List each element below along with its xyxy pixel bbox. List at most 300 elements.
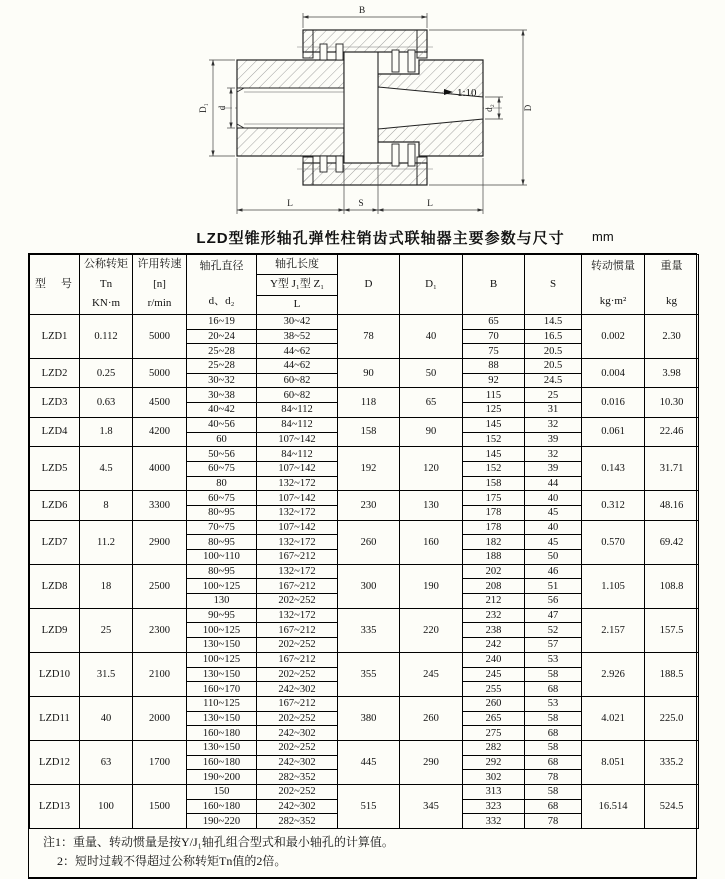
B-cell: 208 <box>463 579 525 594</box>
elastic-pin <box>336 156 343 172</box>
S-cell: 46 <box>525 564 582 579</box>
bore-diameter-cell: 60 <box>187 432 257 447</box>
S-cell: 45 <box>525 505 582 520</box>
elastic-pin <box>408 50 415 72</box>
model-cell: LZD12 <box>30 740 80 784</box>
header-speed-symbol: [n] <box>153 277 166 290</box>
bore-diameter-cell: 160~180 <box>187 755 257 770</box>
S-cell: 24.5 <box>525 373 582 388</box>
inertia-cell: 2.926 <box>582 652 645 696</box>
bore-length-cell: 38~52 <box>257 329 338 344</box>
bore-diameter-cell: 25~28 <box>187 359 257 374</box>
table-row <box>30 785 699 800</box>
S-cell: 51 <box>525 579 582 594</box>
table-row <box>30 447 699 462</box>
bore-length-cell: 167~212 <box>257 652 338 667</box>
model-cell: LZD1 <box>30 315 80 359</box>
bore-length-cell: 44~62 <box>257 344 338 359</box>
D1-cell: 190 <box>400 564 463 608</box>
bore-length-cell: 202~252 <box>257 638 338 653</box>
bore-length-cell: 132~172 <box>257 608 338 623</box>
S-cell: 53 <box>525 696 582 711</box>
bore-diameter-cell: 80 <box>187 476 257 491</box>
bore-diameter-cell: 130~150 <box>187 740 257 755</box>
bore-length-cell: 60~82 <box>257 388 338 403</box>
S-cell: 39 <box>525 432 582 447</box>
B-cell: 275 <box>463 726 525 741</box>
B-cell: 152 <box>463 432 525 447</box>
model-cell: LZD8 <box>30 564 80 608</box>
speed-cell: 2300 <box>133 608 187 652</box>
header-weight <box>645 255 699 315</box>
bore-diameter-cell: 130~150 <box>187 711 257 726</box>
left-hub <box>237 60 344 156</box>
bore-length-cell: 202~252 <box>257 740 338 755</box>
S-cell: 25 <box>525 388 582 403</box>
svg-text:B: B <box>358 6 366 16</box>
D-cell: 380 <box>338 696 400 740</box>
D-cell: 260 <box>338 520 400 564</box>
bore-diameter-cell: 130 <box>187 594 257 609</box>
D-cell: 355 <box>338 652 400 696</box>
bore-length-cell: 84~112 <box>257 403 338 418</box>
torque-cell: 100 <box>80 785 133 829</box>
S-cell: 44 <box>525 476 582 491</box>
B-cell: 70 <box>463 329 525 344</box>
B-cell: 265 <box>463 711 525 726</box>
weight-cell: 10.30 <box>645 388 699 417</box>
S-cell: 39 <box>525 461 582 476</box>
D1-cell: 65 <box>400 388 463 417</box>
header-model: 型 号 <box>30 255 80 315</box>
bore-length-cell: 44~62 <box>257 359 338 374</box>
elastic-pin <box>392 50 399 72</box>
bore-diameter-cell: 190~200 <box>187 770 257 785</box>
bore-length-cell: 107~142 <box>257 461 338 476</box>
weight-cell: 225.0 <box>645 696 699 740</box>
torque-cell: 11.2 <box>80 520 133 564</box>
header-speed <box>133 255 187 315</box>
bore-length-cell: 107~142 <box>257 491 338 506</box>
B-cell: 152 <box>463 461 525 476</box>
header-torque-title: 公称转矩 <box>84 258 128 270</box>
svg-text:L: L <box>287 199 293 209</box>
speed-cell: 1700 <box>133 740 187 784</box>
inertia-cell: 4.021 <box>582 696 645 740</box>
table-header <box>30 255 699 315</box>
B-cell: 232 <box>463 608 525 623</box>
S-cell: 45 <box>525 535 582 550</box>
model-cell: LZD2 <box>30 359 80 388</box>
inertia-cell: 16.514 <box>582 785 645 829</box>
S-cell: 52 <box>525 623 582 638</box>
B-cell: 125 <box>463 403 525 418</box>
bore-diameter-cell: 190~220 <box>187 814 257 829</box>
S-cell: 32 <box>525 447 582 462</box>
bore-diameter-cell: 80~95 <box>187 505 257 520</box>
B-cell: 115 <box>463 388 525 403</box>
B-cell: 88 <box>463 359 525 374</box>
inertia-cell: 2.157 <box>582 608 645 652</box>
dim-d-small <box>217 88 235 128</box>
bore-length-cell: 167~212 <box>257 696 338 711</box>
D-cell: 300 <box>338 564 400 608</box>
model-cell: LZD7 <box>30 520 80 564</box>
B-cell: 212 <box>463 594 525 609</box>
note-1: 注1：重量、转动惯量是按Y/J₁轴孔组合型式和最小轴孔的计算值。 <box>43 835 394 850</box>
B-cell: 260 <box>463 696 525 711</box>
bore-length-cell: 60~82 <box>257 373 338 388</box>
S-cell: 53 <box>525 652 582 667</box>
bore-length-cell: 202~252 <box>257 785 338 800</box>
torque-cell: 63 <box>80 740 133 784</box>
B-cell: 282 <box>463 740 525 755</box>
torque-cell: 4.5 <box>80 447 133 491</box>
S-cell: 58 <box>525 785 582 800</box>
B-cell: 65 <box>463 315 525 330</box>
bore-length-cell: 167~212 <box>257 579 338 594</box>
model-cell: LZD3 <box>30 388 80 417</box>
speed-cell: 3300 <box>133 491 187 520</box>
bore-length-cell: 202~252 <box>257 594 338 609</box>
speed-cell: 4500 <box>133 388 187 417</box>
S-cell: 40 <box>525 520 582 535</box>
S-cell: 58 <box>525 667 582 682</box>
D-cell: 445 <box>338 740 400 784</box>
header-weight-unit: kg <box>666 295 677 308</box>
table-row <box>30 315 699 330</box>
bore-length-cell: 107~142 <box>257 520 338 535</box>
B-cell: 313 <box>463 785 525 800</box>
B-cell: 75 <box>463 344 525 359</box>
B-cell: 240 <box>463 652 525 667</box>
header-B: B <box>463 255 525 315</box>
unit-label: mm <box>592 229 614 244</box>
bore-diameter-cell: 40~42 <box>187 403 257 418</box>
bore-diameter-cell: 25~28 <box>187 344 257 359</box>
bore-diameter-cell: 100~110 <box>187 550 257 565</box>
D-cell: 78 <box>338 315 400 359</box>
speed-cell: 2900 <box>133 520 187 564</box>
bore-diameter-cell: 80~95 <box>187 564 257 579</box>
table-row <box>30 696 699 711</box>
S-cell: 14.5 <box>525 315 582 330</box>
S-cell: 68 <box>525 726 582 741</box>
bore-diameter-cell: 150 <box>187 785 257 800</box>
weight-cell: 188.5 <box>645 652 699 696</box>
parameter-table-frame <box>28 253 697 879</box>
bore-diameter-cell: 100~125 <box>187 579 257 594</box>
elastic-pin <box>392 144 399 166</box>
dim-b <box>303 6 427 28</box>
header-speed-unit: r/min <box>147 297 172 310</box>
weight-cell: 157.5 <box>645 608 699 652</box>
inertia-cell: 0.002 <box>582 315 645 359</box>
model-cell: LZD10 <box>30 652 80 696</box>
B-cell: 202 <box>463 564 525 579</box>
header-inertia <box>582 255 645 315</box>
B-cell: 332 <box>463 814 525 829</box>
elastic-pin <box>320 44 327 60</box>
B-cell: 255 <box>463 682 525 697</box>
header-bore-length-symbol: L <box>257 296 338 315</box>
B-cell: 302 <box>463 770 525 785</box>
bore-length-cell: 202~252 <box>257 711 338 726</box>
torque-cell: 18 <box>80 564 133 608</box>
bore-length-cell: 30~42 <box>257 315 338 330</box>
bore-length-cell: 167~212 <box>257 623 338 638</box>
speed-cell: 4000 <box>133 447 187 491</box>
svg-text:D: D <box>523 104 533 112</box>
weight-cell: 108.8 <box>645 564 699 608</box>
bore-length-cell: 132~172 <box>257 505 338 520</box>
table-row <box>30 520 699 535</box>
torque-cell: 31.5 <box>80 652 133 696</box>
bore-length-cell: 242~302 <box>257 799 338 814</box>
bore-diameter-cell: 60~75 <box>187 461 257 476</box>
S-cell: 50 <box>525 550 582 565</box>
shaft-gap <box>344 52 378 163</box>
bore-diameter-cell: 100~125 <box>187 623 257 638</box>
header-bore-length: 轴孔长度 <box>257 255 338 275</box>
parameter-table <box>29 254 699 829</box>
speed-cell: 5000 <box>133 315 187 359</box>
bore-diameter-cell: 50~56 <box>187 447 257 462</box>
S-cell: 40 <box>525 491 582 506</box>
torque-cell: 0.112 <box>80 315 133 359</box>
B-cell: 188 <box>463 550 525 565</box>
S-cell: 20.5 <box>525 359 582 374</box>
weight-cell: 524.5 <box>645 785 699 829</box>
bore-length-cell: 242~302 <box>257 682 338 697</box>
table-row <box>30 388 699 403</box>
torque-cell: 1.8 <box>80 417 133 446</box>
bore-length-cell: 132~172 <box>257 535 338 550</box>
svg-text:S: S <box>358 199 364 209</box>
table-row <box>30 652 699 667</box>
D-cell: 158 <box>338 417 400 446</box>
torque-cell: 8 <box>80 491 133 520</box>
bore-length-cell: 202~252 <box>257 667 338 682</box>
D1-cell: 40 <box>400 315 463 359</box>
bore-diameter-cell: 160~180 <box>187 726 257 741</box>
inertia-cell: 0.004 <box>582 359 645 388</box>
speed-cell: 1500 <box>133 785 187 829</box>
inertia-cell: 1.105 <box>582 564 645 608</box>
bore-length-cell: 132~172 <box>257 476 338 491</box>
table-row <box>30 359 699 374</box>
B-cell: 178 <box>463 520 525 535</box>
S-cell: 20.5 <box>525 344 582 359</box>
table-body <box>30 315 699 829</box>
B-cell: 158 <box>463 476 525 491</box>
header-S: S <box>525 255 582 315</box>
model-cell: LZD6 <box>30 491 80 520</box>
bore-diameter-cell: 130~150 <box>187 638 257 653</box>
B-cell: 292 <box>463 755 525 770</box>
inertia-cell: 0.143 <box>582 447 645 491</box>
D1-cell: 90 <box>400 417 463 446</box>
bore-diameter-cell: 110~125 <box>187 696 257 711</box>
S-cell: 78 <box>525 814 582 829</box>
S-cell: 68 <box>525 799 582 814</box>
header-bore-length-types: Y型 J₁型 Z₁ <box>257 275 338 296</box>
speed-cell: 2500 <box>133 564 187 608</box>
S-cell: 57 <box>525 638 582 653</box>
model-cell: LZD13 <box>30 785 80 829</box>
bore-length-cell: 167~212 <box>257 550 338 565</box>
D-cell: 230 <box>338 491 400 520</box>
D1-cell: 160 <box>400 520 463 564</box>
bore-diameter-cell: 30~38 <box>187 388 257 403</box>
torque-cell: 25 <box>80 608 133 652</box>
S-cell: 58 <box>525 711 582 726</box>
B-cell: 145 <box>463 417 525 432</box>
S-cell: 47 <box>525 608 582 623</box>
speed-cell: 5000 <box>133 359 187 388</box>
speed-cell: 4200 <box>133 417 187 446</box>
D1-cell: 50 <box>400 359 463 388</box>
bore-diameter-cell: 90~95 <box>187 608 257 623</box>
inertia-cell: 0.061 <box>582 417 645 446</box>
header-inertia-unit: kg·m² <box>599 295 627 308</box>
speed-cell: 2100 <box>133 652 187 696</box>
D1-cell: 220 <box>400 608 463 652</box>
D1-cell: 345 <box>400 785 463 829</box>
svg-text:L: L <box>427 199 433 209</box>
speed-cell: 2000 <box>133 696 187 740</box>
table-row <box>30 740 699 755</box>
inertia-cell: 8.051 <box>582 740 645 784</box>
bore-length-cell: 242~302 <box>257 726 338 741</box>
bore-length-cell: 282~352 <box>257 814 338 829</box>
D1-cell: 120 <box>400 447 463 491</box>
bore-diameter-cell: 60~75 <box>187 491 257 506</box>
right-hub <box>378 60 483 156</box>
D1-cell: 260 <box>400 696 463 740</box>
table-row <box>30 564 699 579</box>
model-cell: LZD5 <box>30 447 80 491</box>
S-cell: 58 <box>525 740 582 755</box>
inertia-cell: 0.570 <box>582 520 645 564</box>
bore-length-cell: 107~142 <box>257 432 338 447</box>
bore-diameter-cell: 16~19 <box>187 315 257 330</box>
header-weight-title: 重量 <box>660 260 683 272</box>
B-cell: 238 <box>463 623 525 638</box>
torque-cell: 0.63 <box>80 388 133 417</box>
header-bore-diameter <box>187 255 257 315</box>
bore-length-cell: 132~172 <box>257 564 338 579</box>
B-cell: 245 <box>463 667 525 682</box>
table-row <box>30 491 699 506</box>
elastic-pin <box>336 44 343 60</box>
S-cell: 16.5 <box>525 329 582 344</box>
header-bore-diameter-symbol: d、d₂ <box>208 295 235 308</box>
model-cell: LZD9 <box>30 608 80 652</box>
svg-text:D₁: D₁ <box>198 103 208 113</box>
header-torque-symbol: Tn <box>99 277 113 290</box>
bore-diameter-cell: 130~150 <box>187 667 257 682</box>
D1-cell: 130 <box>400 491 463 520</box>
torque-cell: 40 <box>80 696 133 740</box>
notes <box>29 829 696 877</box>
elastic-pin <box>320 156 327 172</box>
D1-cell: 290 <box>400 740 463 784</box>
elastic-pin <box>408 144 415 166</box>
header-speed-title: 许用转速 <box>137 258 182 270</box>
header-D: D <box>338 255 400 315</box>
B-cell: 178 <box>463 505 525 520</box>
B-cell: 323 <box>463 799 525 814</box>
weight-cell: 3.98 <box>645 359 699 388</box>
note-2: 2：短时过载不得超过公称转矩Tn值的2倍。 <box>57 854 287 869</box>
taper-label: 1:10 <box>457 87 477 99</box>
bore-diameter-cell: 30~32 <box>187 373 257 388</box>
D1-cell: 245 <box>400 652 463 696</box>
bore-diameter-cell: 70~75 <box>187 520 257 535</box>
D-cell: 118 <box>338 388 400 417</box>
weight-cell: 22.46 <box>645 417 699 446</box>
B-cell: 145 <box>463 447 525 462</box>
bore-diameter-cell: 100~125 <box>187 652 257 667</box>
weight-cell: 31.71 <box>645 447 699 491</box>
inertia-cell: 0.016 <box>582 388 645 417</box>
D-cell: 90 <box>338 359 400 388</box>
B-cell: 175 <box>463 491 525 506</box>
bore-diameter-cell: 40~56 <box>187 417 257 432</box>
bore-diameter-cell: 20~24 <box>187 329 257 344</box>
title-row <box>0 227 725 249</box>
bore-length-cell: 84~112 <box>257 447 338 462</box>
torque-cell: 0.25 <box>80 359 133 388</box>
inertia-cell: 0.312 <box>582 491 645 520</box>
header-torque <box>80 255 133 315</box>
weight-cell: 335.2 <box>645 740 699 784</box>
bore-diameter-cell: 160~170 <box>187 682 257 697</box>
header-inertia-title: 转动惯量 <box>591 260 635 272</box>
D-cell: 335 <box>338 608 400 652</box>
svg-text:d₂: d₂ <box>484 104 494 112</box>
D-cell: 515 <box>338 785 400 829</box>
weight-cell: 2.30 <box>645 315 699 359</box>
header-bore-diameter-title: 轴孔直径 <box>199 260 244 272</box>
technical-drawing <box>0 0 725 225</box>
header-D1: D₁ <box>400 255 463 315</box>
S-cell: 56 <box>525 594 582 609</box>
bore-length-cell: 84~112 <box>257 417 338 432</box>
bore-diameter-cell: 80~95 <box>187 535 257 550</box>
bore-length-cell: 282~352 <box>257 770 338 785</box>
bore-diameter-cell: 160~180 <box>187 799 257 814</box>
model-cell: LZD11 <box>30 696 80 740</box>
weight-cell: 69.42 <box>645 520 699 564</box>
S-cell: 68 <box>525 755 582 770</box>
S-cell: 78 <box>525 770 582 785</box>
S-cell: 68 <box>525 682 582 697</box>
table-row <box>30 608 699 623</box>
B-cell: 182 <box>463 535 525 550</box>
weight-cell: 48.16 <box>645 491 699 520</box>
D-cell: 192 <box>338 447 400 491</box>
svg-text:d: d <box>217 105 227 111</box>
bore-length-cell: 242~302 <box>257 755 338 770</box>
page-title: LZD型锥形轴孔弹性柱销齿式联轴器主要参数与尺寸 <box>196 230 565 247</box>
header-torque-unit: KN·m <box>91 297 121 310</box>
S-cell: 32 <box>525 417 582 432</box>
table-row <box>30 417 699 432</box>
S-cell: 31 <box>525 403 582 418</box>
model-cell: LZD4 <box>30 417 80 446</box>
